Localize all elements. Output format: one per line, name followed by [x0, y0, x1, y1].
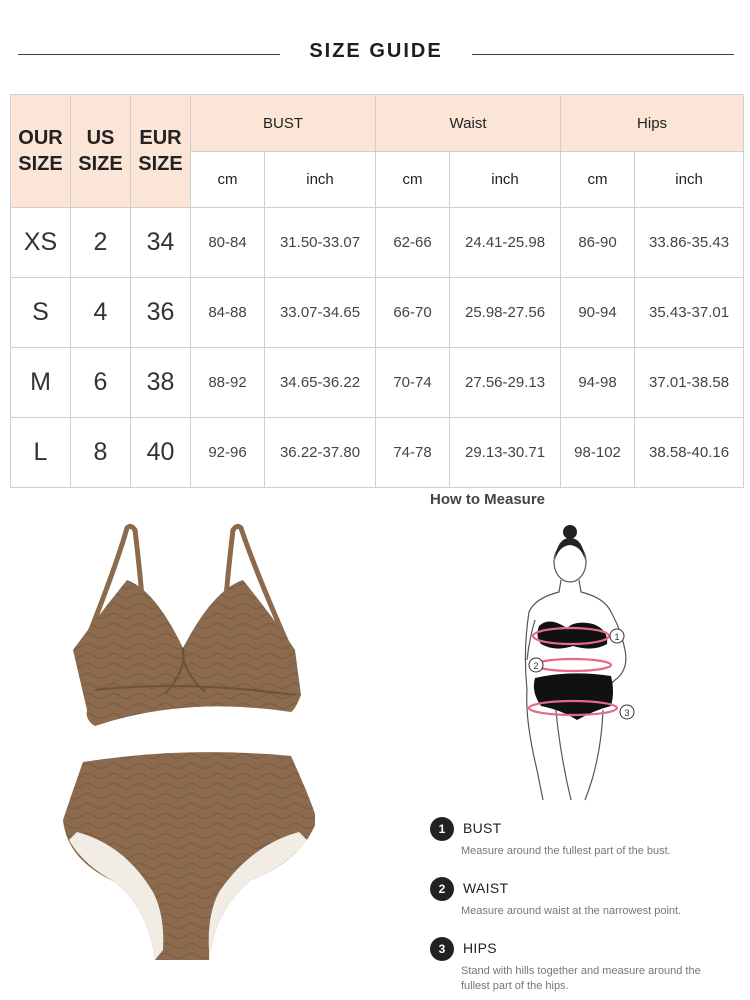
eur-size-cell: 34 [131, 208, 191, 278]
marker-hips [620, 705, 634, 719]
eur-size-cell: 36 [131, 278, 191, 348]
waist-cm-cell: 70-74 [376, 348, 450, 418]
unit-hips-inch: inch [635, 152, 744, 208]
hips-cm-cell: 86-90 [561, 208, 635, 278]
step-number-badge: 3 [430, 937, 454, 961]
bust-inch-cell: 31.50-33.07 [265, 208, 376, 278]
svg-text:2: 2 [533, 661, 539, 671]
header-bust: BUST [191, 95, 376, 152]
measure-figure [515, 520, 645, 805]
hips-cm-cell: 90-94 [561, 278, 635, 348]
us-size-cell: 2 [71, 208, 131, 278]
bust-cm-cell: 88-92 [191, 348, 265, 418]
waist-inch-cell: 25.98-27.56 [450, 278, 561, 348]
marker-waist [529, 658, 543, 672]
bust-cm-cell: 80-84 [191, 208, 265, 278]
unit-hips-cm: cm [561, 152, 635, 208]
svg-text:1: 1 [614, 632, 620, 642]
us-size-cell: 8 [71, 418, 131, 488]
product-image [55, 520, 315, 970]
step-description: Stand with hills together and measure around the fullest part of the hips. [461, 965, 701, 992]
hips-inch-cell: 38.58-40.16 [635, 418, 744, 488]
waist-inch-cell: 27.56-29.13 [450, 348, 561, 418]
waist-cm-cell: 66-70 [376, 278, 450, 348]
marker-bust [610, 629, 624, 643]
header-us-size: US SIZE [71, 95, 131, 208]
bust-inch-cell: 33.07-34.65 [265, 278, 376, 348]
us-size-cell: 6 [71, 348, 131, 418]
header-hips: Hips [561, 95, 744, 152]
bikini-bottom [63, 752, 315, 960]
table-row [11, 208, 744, 278]
step-name: BUST [463, 820, 502, 836]
our-size-cell: M [11, 348, 71, 418]
unit-waist-inch: inch [450, 152, 561, 208]
hips-inch-cell: 37.01-38.58 [635, 348, 744, 418]
eur-size-cell: 38 [131, 348, 191, 418]
title-divider-left [18, 54, 280, 55]
unit-waist-cm: cm [376, 152, 450, 208]
size-guide-header [0, 30, 750, 80]
waist-cm-cell: 74-78 [376, 418, 450, 488]
our-size-cell: S [11, 278, 71, 348]
bust-cm-cell: 92-96 [191, 418, 265, 488]
svg-text:3: 3 [624, 708, 630, 718]
header-eur-size: EUR SIZE [131, 95, 191, 208]
step-name: HIPS [463, 940, 497, 956]
waist-inch-cell: 29.13-30.71 [450, 418, 561, 488]
us-size-cell: 4 [71, 278, 131, 348]
header-waist: Waist [376, 95, 561, 152]
header-our-size: OUR SIZE [11, 95, 71, 208]
unit-bust-cm: cm [191, 152, 265, 208]
hips-cm-cell: 94-98 [561, 348, 635, 418]
step-number-badge: 1 [430, 817, 454, 841]
table-row [11, 278, 744, 348]
eur-size-cell: 40 [131, 418, 191, 488]
our-size-cell: XS [11, 208, 71, 278]
size-table [10, 94, 744, 488]
bust-inch-cell: 34.65-36.22 [265, 348, 376, 418]
table-row [11, 348, 744, 418]
hips-inch-cell: 35.43-37.01 [635, 278, 744, 348]
bust-cm-cell: 84-88 [191, 278, 265, 348]
table-row [11, 418, 744, 488]
waist-inch-cell: 24.41-25.98 [450, 208, 561, 278]
step-number-badge: 2 [430, 877, 454, 901]
title-divider-right [472, 54, 734, 55]
waist-cm-cell: 62-66 [376, 208, 450, 278]
page-title: SIZE GUIDE [309, 40, 443, 62]
hips-inch-cell: 33.86-35.43 [635, 208, 744, 278]
our-size-cell: L [11, 418, 71, 488]
bust-inch-cell: 36.22-37.80 [265, 418, 376, 488]
step-description: Measure around the fullest part of the bust. [461, 845, 671, 857]
how-to-measure-title: How to Measure [430, 491, 546, 508]
hips-cm-cell: 98-102 [561, 418, 635, 488]
step-description: Measure around waist at the narrowest point. [461, 905, 682, 917]
unit-bust-inch: inch [265, 152, 376, 208]
step-name: WAIST [463, 880, 509, 896]
